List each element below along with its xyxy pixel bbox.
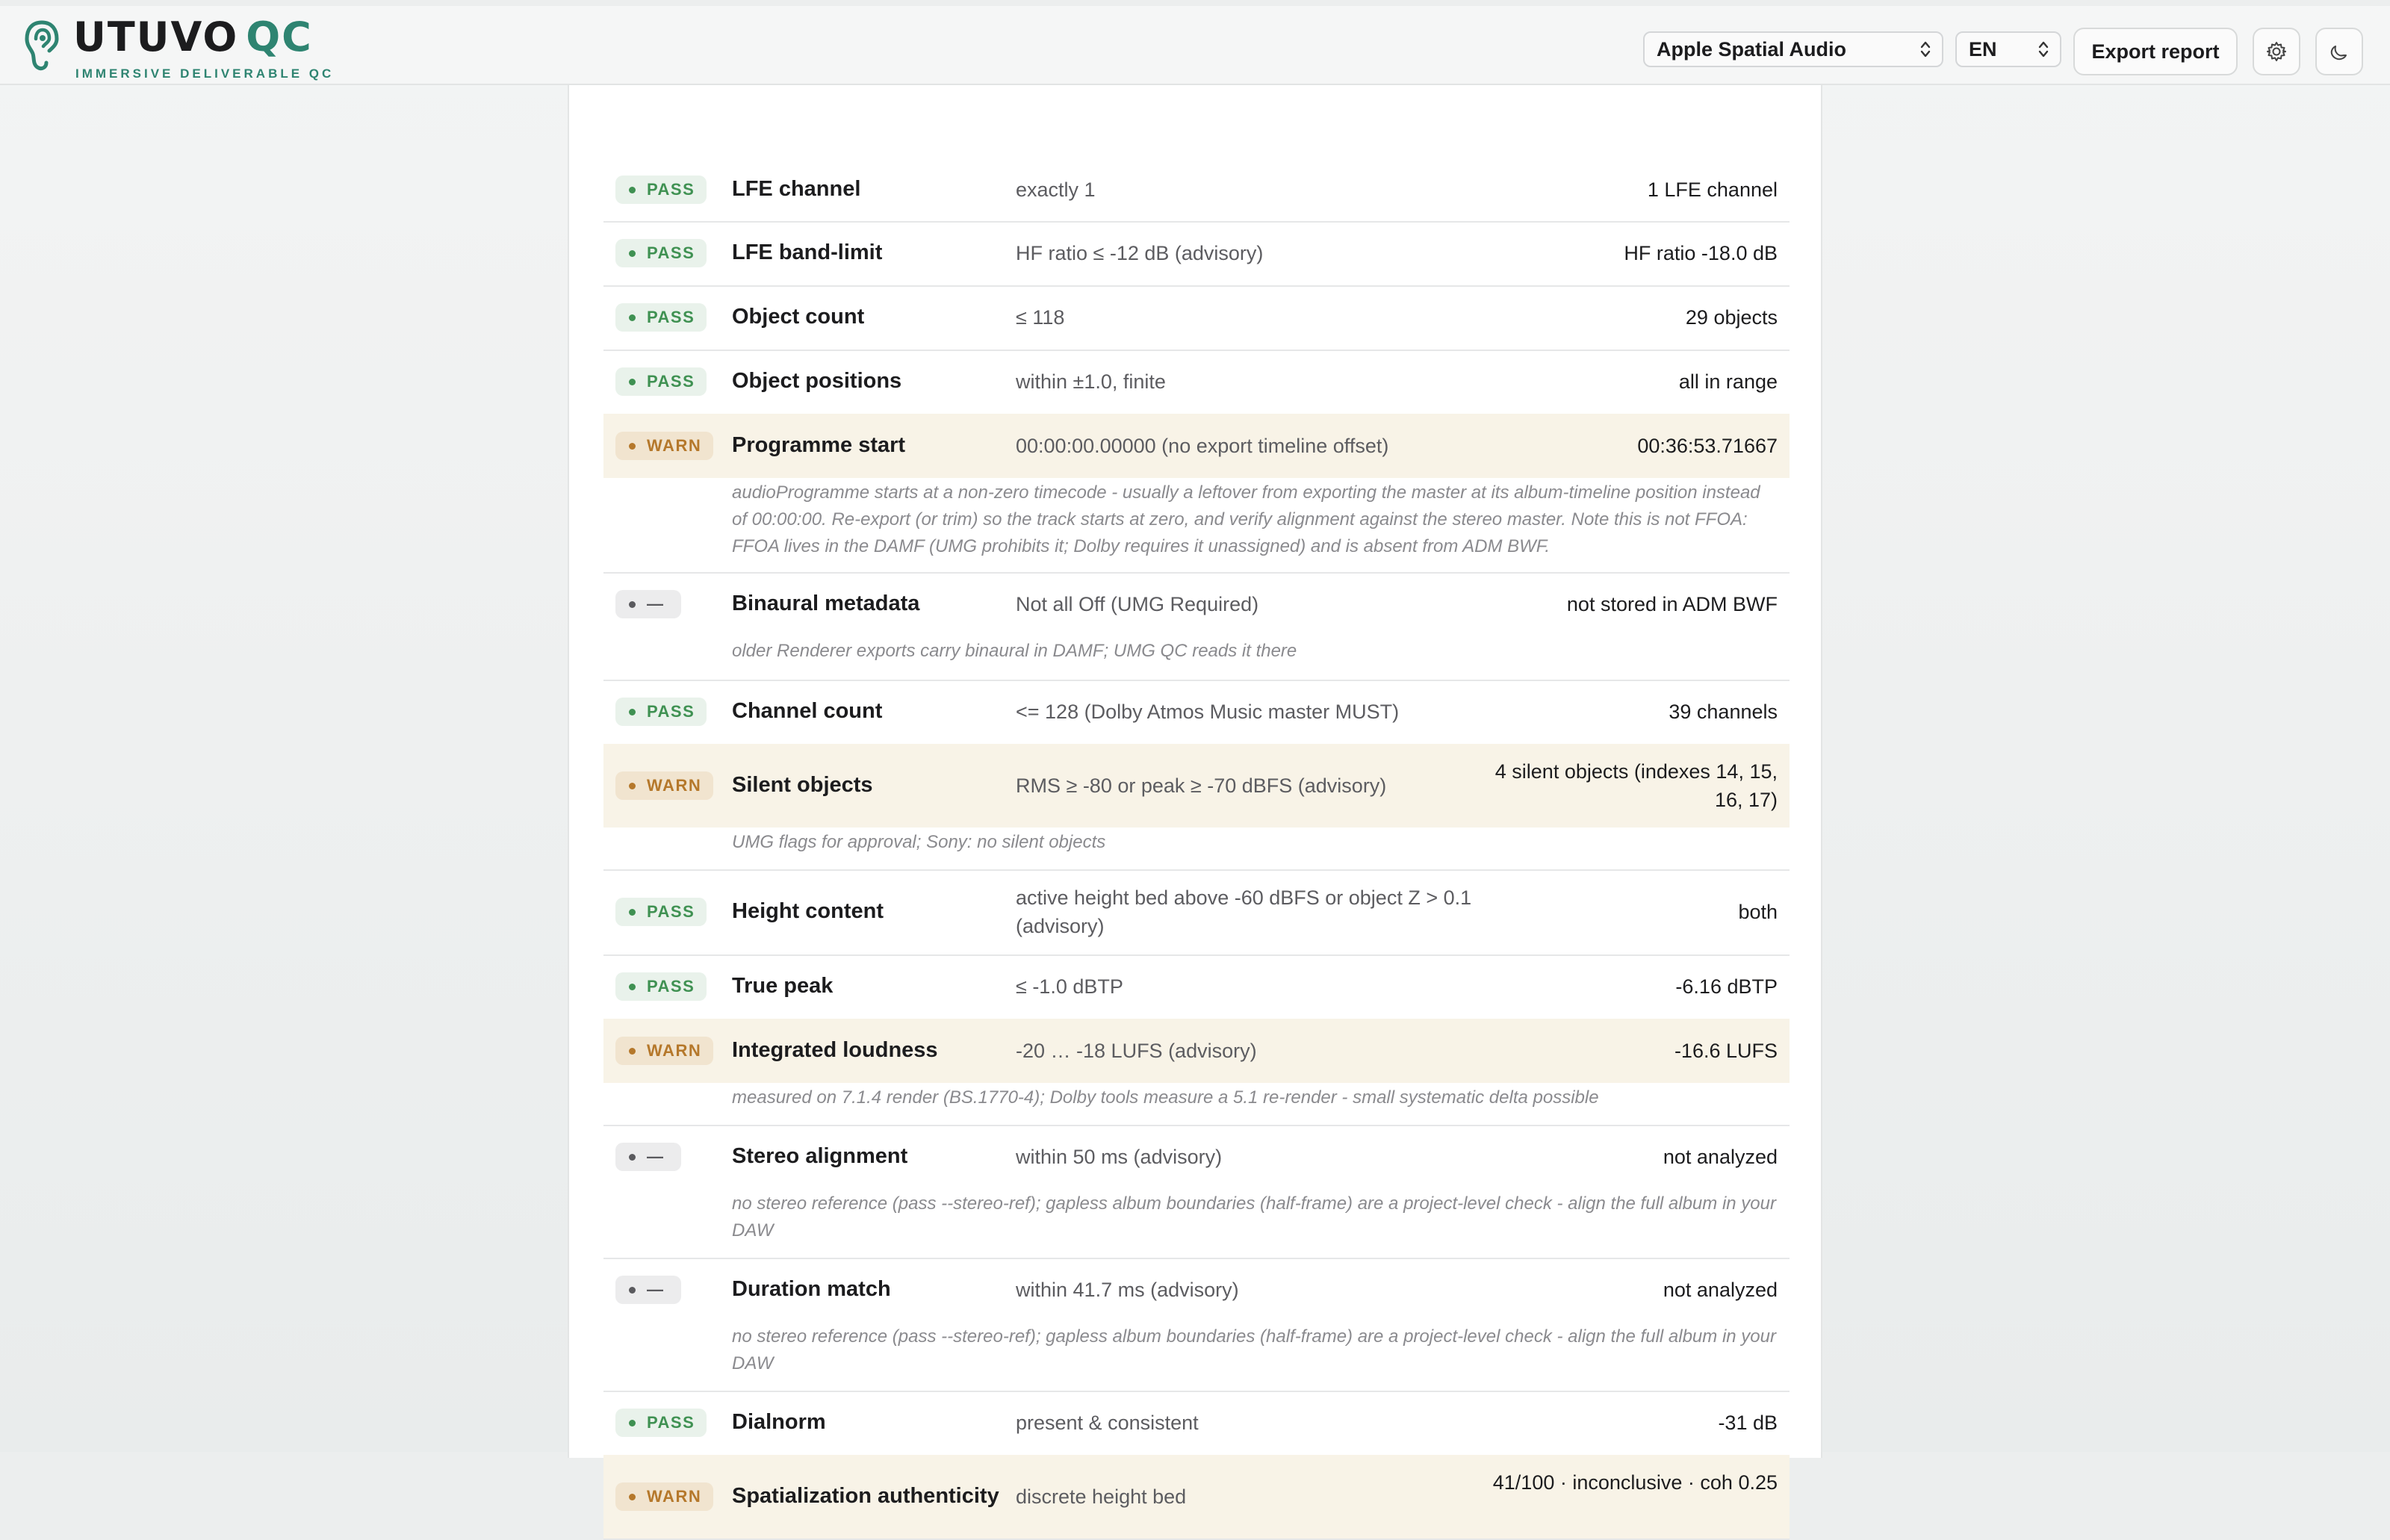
- check-main: [603, 158, 1790, 221]
- check-name: Channel count: [732, 699, 883, 723]
- chevron-updown-icon: [2037, 39, 2049, 60]
- check-value: HF ratio -18.0 dB: [1624, 242, 1778, 264]
- check-name: Spatialization authenticity: [732, 1484, 999, 1508]
- check-requirement: present & consistent: [1016, 1412, 1199, 1434]
- status-badge: PASS: [615, 303, 707, 332]
- check-value: 39 channels: [1669, 701, 1778, 723]
- check-row: [603, 869, 1790, 956]
- check-note: measured on 7.1.4 render (BS.1770-4); Dolby tools measure a 5.1 re-render - small systematic delta possible: [732, 1087, 1599, 1108]
- status-badge: PASS: [615, 898, 707, 926]
- status-badge: WARN: [615, 432, 713, 460]
- check-value: 29 objects: [1685, 306, 1778, 329]
- check-value: not analyzed: [1663, 1279, 1778, 1301]
- check-row: [603, 221, 1790, 287]
- check-note: no stereo reference (pass --stereo-ref); gapless album boundaries (half-frame) are a project-level check - align the full album in your DAW: [732, 1326, 1776, 1373]
- status-badge: WARN: [615, 771, 713, 800]
- check-main: [603, 414, 1790, 478]
- check-value: -16.6 LUFS: [1674, 1040, 1778, 1062]
- check-name: Programme start: [732, 433, 906, 457]
- check-name: Object positions: [732, 369, 902, 393]
- profile-select[interactable]: [1643, 31, 1943, 67]
- check-value: not stored in ADM BWF: [1566, 593, 1778, 615]
- check-requirement: within ±1.0, finite: [1016, 370, 1166, 393]
- check-name: Object count: [732, 305, 865, 329]
- check-value: both: [1738, 901, 1778, 923]
- check-note: UMG flags for approval; Sony: no silent objects: [732, 832, 1106, 852]
- qc-results-panel: [568, 85, 1822, 1508]
- check-value: not analyzed: [1663, 1146, 1778, 1168]
- check-name: LFE channel: [732, 177, 861, 201]
- status-badge: PASS: [615, 367, 707, 396]
- status-badge: PASS: [615, 176, 707, 204]
- moon-icon: [2329, 41, 2350, 62]
- check-requirement: within 41.7 ms (advisory): [1016, 1279, 1239, 1301]
- check-requirement: HF ratio ≤ -12 dB (advisory): [1016, 242, 1264, 264]
- check-row: [603, 954, 1790, 1020]
- check-main: [603, 869, 1790, 954]
- check-value: 41/100 · inconclusive · coh 0.25: [1492, 1471, 1778, 1494]
- check-note: older Renderer exports carry binaural in DAMF; UMG QC reads it there: [732, 641, 1297, 661]
- check-main: [603, 744, 1790, 828]
- status-badge: WARN: [615, 1482, 713, 1511]
- logo-tagline: IMMERSIVE DELIVERABLE QC: [75, 66, 335, 81]
- check-name: Binaural metadata: [732, 592, 920, 615]
- check-main: [603, 1391, 1790, 1455]
- status-badge: PASS: [615, 972, 707, 1001]
- check-row: [603, 158, 1790, 223]
- logo-accent: QC: [246, 13, 313, 60]
- check-requirement: active height bed above -60 dBFS or object Z > 0.1 (advisory): [1016, 887, 1472, 937]
- check-name: Duration match: [732, 1277, 891, 1301]
- check-main: [603, 350, 1790, 414]
- check-name: Integrated loudness: [732, 1038, 938, 1062]
- check-value: -31 dB: [1718, 1412, 1778, 1434]
- check-row: [603, 1391, 1790, 1456]
- profile-select-value: Apple Spatial Audio: [1657, 38, 1847, 60]
- check-row: [603, 1125, 1790, 1259]
- check-requirement: ≤ 118: [1016, 306, 1065, 329]
- chevron-updown-icon: [1919, 39, 1931, 60]
- check-value: 1 LFE channel: [1647, 178, 1778, 201]
- check-note: audioProgramme starts at a non-zero timecode - usually a leftover from exporting the master at its album-timeline position instead of 00:00:00. Re-export (or trim) so the track starts at zero, and verify alignment against the stereo master. Note this is not FFOA: FFOA lives in the DAMF (UMG prohibits it; Dolby requires it unassigned) and is absent from ADM BWF.: [732, 482, 1760, 556]
- check-main: [603, 1455, 1790, 1539]
- check-row: [603, 744, 1790, 871]
- language-select-value: EN: [1969, 38, 1997, 60]
- status-badge: PASS: [615, 239, 707, 267]
- check-main: [603, 285, 1790, 350]
- check-requirement: <= 128 (Dolby Atmos Music master MUST): [1016, 701, 1400, 723]
- ear-logo-icon: [22, 18, 61, 73]
- check-main: [603, 680, 1790, 744]
- check-name: Height content: [732, 899, 884, 923]
- check-value: all in range: [1678, 370, 1778, 393]
- check-name: Dialnorm: [732, 1410, 826, 1434]
- check-requirement: within 50 ms (advisory): [1016, 1146, 1223, 1168]
- theme-toggle-button[interactable]: [2315, 28, 2363, 75]
- status-badge: PASS: [615, 1409, 707, 1437]
- export-report-button[interactable]: Export report: [2073, 28, 2238, 75]
- settings-button[interactable]: [2253, 28, 2300, 75]
- check-requirement: ≤ -1.0 dBTP: [1016, 975, 1123, 998]
- check-row: [603, 350, 1790, 415]
- check-name: Silent objects: [732, 773, 873, 797]
- check-row: [603, 1455, 1790, 1540]
- check-requirement: -20 … -18 LUFS (advisory): [1016, 1040, 1257, 1062]
- check-row: [603, 1019, 1790, 1126]
- check-requirement: Not all Off (UMG Required): [1016, 593, 1259, 615]
- check-value: 00:36:53.71667: [1637, 435, 1778, 457]
- check-row: [603, 680, 1790, 745]
- check-name: LFE band-limit: [732, 240, 883, 264]
- top-bar: [0, 6, 2390, 85]
- status-badge: —: [615, 590, 681, 618]
- check-requirement: 00:00:00.00000 (no export timeline offset): [1016, 435, 1389, 457]
- check-main: [603, 954, 1790, 1019]
- check-requirement: exactly 1: [1016, 178, 1096, 201]
- status-badge: —: [615, 1143, 681, 1171]
- check-main: [603, 221, 1790, 285]
- check-requirement: discrete height bed: [1016, 1485, 1187, 1508]
- check-name: True peak: [732, 974, 834, 998]
- check-row: [603, 285, 1790, 351]
- check-value: -6.16 dBTP: [1675, 975, 1778, 998]
- check-main: [603, 572, 1790, 636]
- check-main: [603, 1019, 1790, 1083]
- status-badge: PASS: [615, 698, 707, 726]
- check-value: 4 silent objects (indexes 14, 15, 16, 17): [1494, 760, 1778, 811]
- status-badge: —: [615, 1276, 681, 1304]
- check-row: [603, 572, 1790, 681]
- check-row: [603, 1258, 1790, 1392]
- check-main: [603, 1125, 1790, 1189]
- language-select[interactable]: [1955, 31, 2061, 67]
- logo-wordmark: [73, 13, 313, 61]
- check-note: no stereo reference (pass --stereo-ref); gapless album boundaries (half-frame) are a project-level check - align the full album in your DAW: [732, 1193, 1776, 1241]
- gear-icon: [2265, 40, 2288, 63]
- check-name: Stereo alignment: [732, 1144, 908, 1168]
- logo-main: UTUVO: [73, 13, 239, 60]
- check-row: [603, 414, 1790, 574]
- check-requirement: RMS ≥ -80 or peak ≥ -70 dBFS (advisory): [1016, 774, 1387, 797]
- app-window: [0, 6, 2390, 1508]
- status-badge: WARN: [615, 1037, 713, 1065]
- check-main: [603, 1258, 1790, 1322]
